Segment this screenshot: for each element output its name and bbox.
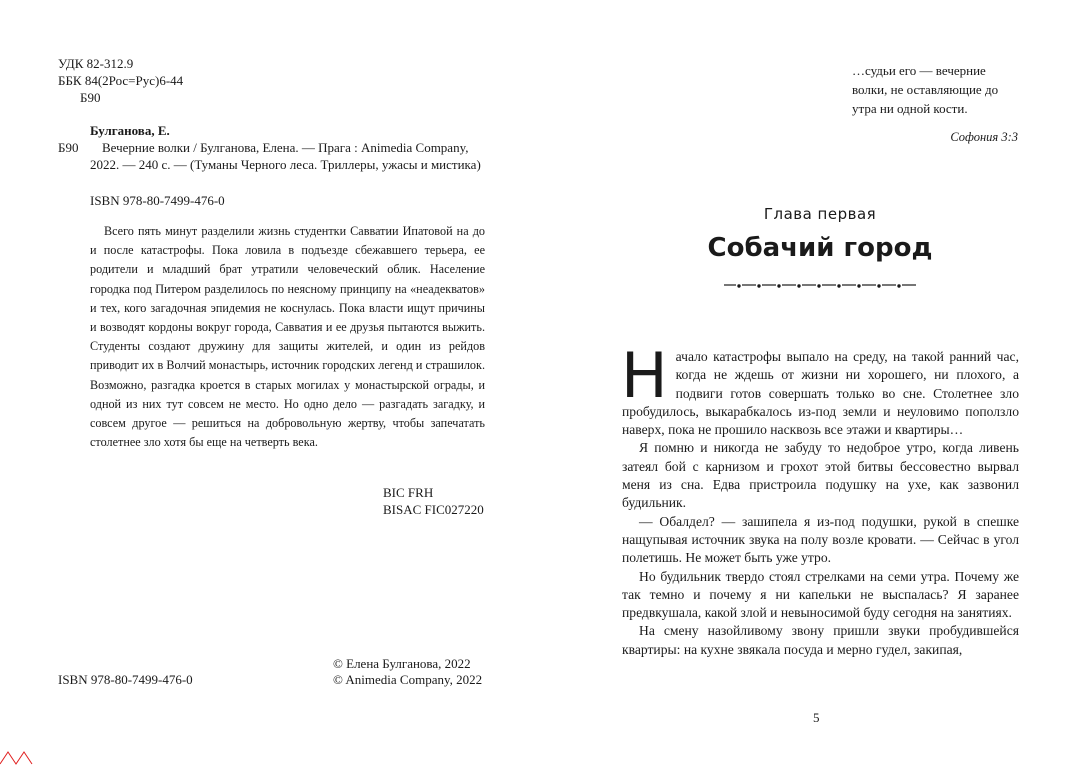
drop-cap: Н bbox=[621, 339, 668, 412]
margin-author-mark: Б90 bbox=[58, 140, 79, 155]
bbk-code: ББК 84(2Рос=Рус)6-44 bbox=[58, 73, 184, 88]
isbn-bottom: ISBN 978-80-7499-476-0 bbox=[58, 672, 193, 687]
bic-code: BIC FRH bbox=[383, 485, 434, 500]
bibliographic-line-2: 2022. — 240 с. — (Туманы Черного леса. Триллеры, ужасы и мистика) bbox=[90, 157, 481, 172]
paragraph-1 bbox=[621, 339, 1019, 439]
crop-marks bbox=[0, 746, 1080, 766]
paragraph-4: Но будильник твердо стоял стрелками на семи утра. Почему же так темно и почему я ни капельки не выспалась? Я заранее предвкушала, какой злой и невыносимой буду сегодня на занятиях. bbox=[622, 568, 1019, 621]
chapter-title: Собачий город bbox=[707, 233, 933, 263]
bisac-code: BISAC FIC027220 bbox=[383, 502, 484, 517]
page-number: 5 bbox=[813, 710, 820, 725]
paragraph-1-text: ачало катастрофы выпало на среду, на такой ранний час, когда не ждешь от жизни ни хорошего, ни плохого, а подвиги готов совершать только во сне. Столетнее зло пробудилось, выкарабкалось из-под земли и неуловимо поползло наверх, пока не прошило насквозь все этажи и квартиры… bbox=[622, 349, 1019, 438]
paragraph-3: — Обалдел? — зашипела я из-под подушки, рукой в спешке нащупывая источник звука на полу возле кровати. — Сейчас в угол полетишь. Не может быть уже утро. bbox=[622, 513, 1019, 566]
chapter-ornament bbox=[722, 280, 918, 290]
paragraph-2: Я помню и никогда не забуду то недоброе утро, когда ливень затеял бой с карнизом и грохот этой битвы бессовестно вырвал меня из сна. Едва пристроила подушку на ухе, как зазвонил будильник. bbox=[622, 440, 1019, 511]
bibliographic-line-1: Вечерние волки / Булганова, Елена. — Прага : Animedia Company, bbox=[102, 140, 469, 155]
copyright-publisher: © Animedia Company, 2022 bbox=[333, 672, 483, 687]
isbn: ISBN 978-80-7499-476-0 bbox=[90, 193, 225, 208]
epigraph: …судьи его — вечерние волки, не оставляющие до утра ни одной кости. bbox=[852, 63, 999, 116]
udk-code: УДК 82-312.9 bbox=[58, 56, 134, 71]
chapter-body bbox=[621, 339, 1019, 659]
paragraph-5: На смену назойливому звону пришли звуки пробудившейся квартиры: на кухне звякала посуда и мерно гудел, закипая, bbox=[622, 623, 1019, 657]
epigraph-source: Софония 3:3 bbox=[950, 130, 1018, 144]
book-annotation: Всего пять минут разделили жизнь студентки Савватии Ипатовой на до и после катастрофы. Пока ловила в подъезде сбежавшего терьера, ее родители и младший брат утратили человеческий облик. Население городка под Питером разделилось по неясному принципу на «неадекватов» и тех, кого загадочная эпидемия не коснулась. Пока власти ищут причины и возводят кордоны вокруг города, Савватия и ее друзья пытаются выжить. Студенты создают дружину для защиты жителей, и один из рейдов приводит их в Волчий монастырь, источник городских легенд и страшилок. Возможно, разгадка кроется в старых могилах у монастырской ограды, и одной из них тут совсем не место. Но одно дело — разгадать загадку, и совсем другое — решиться на добровольную жертву, чтобы запечатать столетнее зло хотя бы еще на четверть века. bbox=[90, 224, 485, 450]
chapter-label: Глава первая bbox=[763, 205, 877, 223]
copyright-author: © Елена Булганова, 2022 bbox=[333, 656, 471, 671]
author-name: Булганова, Е. bbox=[90, 123, 170, 138]
author-mark: Б90 bbox=[80, 90, 101, 105]
